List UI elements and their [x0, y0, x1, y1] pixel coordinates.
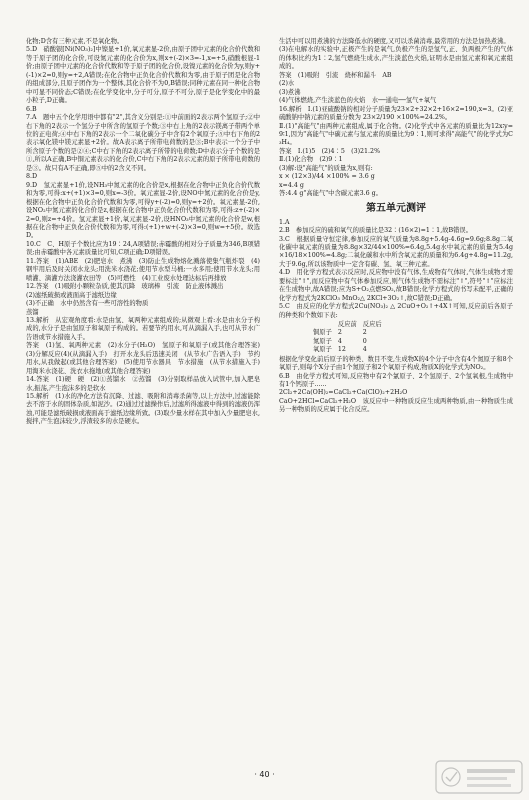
table-row [313, 346, 388, 354]
paragraph: (4)气体燃烧,产生淡蓝色的火焰 水──通电──氢气+氧气 [279, 97, 437, 105]
paragraph: 9.D 氢元素显+1价,设NH₃中氮元素的化合价是x,根据在化合物中正负化合价代数和为零,可得:x+(+1)×3=0,则x=-3价。氧元素显-2价,设NO中氮元素的化合价是y,根据在化合物中正负化合价代数和为零,可得y+(-2)=0,则y=+2价。氧元素显-2价,设NO₂中氮元素的化合价是z,根据在化合物中正负化合价代数和为零,可得:z+(-2)×2=0,则z=+4价。氢元素显+1价,氧元素显-2价,设HNO₃中氮元素的化合价是w,根据在化合物中正负化合价代数和为零,可得:(+1)+w+(-2)×3=0,则w=+5价。故选D。 [26, 181, 260, 240]
paragraph: 16.解析 Ⅰ.(1)亚硫酸钠的相对分子质量为23×2+32×2+16×2=190,x=3。(2)亚硫酸钠中钠元素的质量分数为 23×2/190 ×100%≈24.2%。 [279, 105, 513, 122]
paragraph: 2Cl₂+2Ca(OH)₂=CaCl₂+Ca(ClO)₂+2H₂O [279, 389, 408, 397]
paragraph: 生活中可以用煮沸的方法降低水的硬度,又可以杀菌消毒,最常用的方法是加热煮沸。 [279, 38, 510, 45]
paragraph: 1.A [279, 218, 290, 226]
paragraph: 2.B 参加反应的硫和氧气的质量比是32∶(16×2)=1∶1,故B错误。 [279, 227, 473, 235]
paragraph: (3)煮沸 [279, 88, 301, 96]
table-cell: 铜原子 [313, 329, 332, 337]
right-column [279, 38, 513, 415]
paragraph: 答案 Ⅰ.(1)5 (2)4∶5 (3)21.2% [279, 147, 381, 155]
paragraph: 答案 (1)吸附 引流 烧杯和漏斗 AB [279, 71, 392, 79]
table-cell: 反应前 [337, 321, 357, 329]
paragraph: CaO+2HCl=CaCl₂+H₂O 该反应中一种物质反应生成两种物质,由一种物质生成另一种物质的反应属于化合反应。 [279, 397, 513, 414]
paragraph: 4.D 用化学方程式表示反应时,反应物中没有气体,生成物有气体时,气体生成物才需要标注"↑",而反应物中有气体参加反应,则气体生成物不需标注"↑",符号"↑"应标注在生成物中,故A错误;应为S+O₂点燃SO₂,故B错误;化学方程式的书写未配平,正确的化学方程式为2KClO₃ MnO₂△ 2KCl+3O₂↑,故C错误;D正确。 [279, 269, 513, 302]
paragraph: (3)在电解水的实验中,正极产生的是氧气,负极产生的是氢气,正、负两极产生的气体的体积比约为1∶2,氢气燃烧生成水,产生淡蓝色火焰,证明水是由氢元素和氧元素组成的。 [279, 46, 513, 71]
paragraph: Ⅱ.(1)"高能气"由两种元素组成,属于化合物。(2)化学式中各元素的质量比为12x∶y=9∶1,因为"高能气"中碳元素与氢元素的质量比为9∶1,则可求得"高能气"的化学式为C₃H₄。 [279, 122, 513, 147]
table-cell: 2 [362, 329, 367, 337]
table-cell: 0 [362, 337, 367, 345]
table-row [313, 338, 388, 346]
paragraph: 6.B 由化学方程式可知,反应物中有2个氯原子、2个氢原子、2个氢氧根,生成物中有1个钙原子...... [279, 372, 513, 389]
page-number: · 40 · [254, 770, 275, 779]
paragraph: x=4.4 g [279, 181, 304, 189]
table-cell: 12 [337, 346, 346, 354]
paragraph: (3)不正确 水中仍然含有一些可溶性的物质 [26, 300, 149, 308]
paragraph: 根据化学变化前后原子的种类、数目不变,生成物X的4个分子中含有4个氮原子和8个氧原子,则每个X分子由1个氮原子和2个氧原子构成,物质X的化学式为NO₂。 [279, 355, 513, 372]
paragraph: 答案 (1)氢、氧两种元素 (2)水分子(H₂O) 氢原子和氧原子(或其他合理答案) (3)分解反应(4)(从滴漏入手) 打开水龙头后迅速关闭 (从节水广告语入手) 节约用水,从我做起(或其他合理答案) (5)使用节水器具 节水措施 (从节水措施入手) 用淘米水浇花、洗衣水拖地(或其他合理答案) [26, 342, 267, 375]
atom-count-table [313, 321, 513, 355]
paragraph: (2)水 [279, 80, 295, 88]
table-row [313, 329, 388, 337]
paragraph: 答:4.4 g"高能气"中含碳元素3.6 g。 [279, 190, 382, 198]
paragraph: 5.C 由反应的化学方程式2Cu(NO₃)₂ △ 2CuO+O₂↑+4X↑可知,反应前后各原子的种类和个数如下表: [279, 303, 513, 319]
table-cell: 氮原子 [313, 337, 332, 345]
paragraph: 10.C C、H原子个数比应为19∶24,A项错误;赤霉酸的相对分子质量为346,B项错误;由赤霉酸中各元素质量比可知,C项正确;D项错误。 [26, 240, 260, 257]
paragraph: 蒸馏 [26, 308, 39, 316]
table-cell: 4 [362, 346, 367, 354]
paragraph: 8.D [26, 173, 38, 181]
paragraph: 14.答案 (1)硬 硬 (2)①蒸馏水 ②蒸馏 (3)分别取样品放入试管中,加入肥皂水,振荡,产生泡沫多的是软水 [26, 376, 260, 392]
section-title: 第五单元测评 [366, 202, 426, 214]
paragraph: x × (12×3)/44 ×100% = 3.6 g [279, 173, 375, 181]
paragraph: 13.解析 从宏观角度看:水是由氢、氧两种元素组成的;从微观上看:水是由水分子构成的,水分子是由氢原子和氧原子构成的。若要节约用水,可从滴漏入手,也可从节水广告语或节水措施入手。 [26, 316, 260, 341]
paragraph: 6.B [26, 105, 37, 113]
paragraph: 11.答案 (1)ABE (2)肥皂水 煮沸 (3)防止生成物熔化溅落使集气瓶炸裂 (4)钢牢用后及时关闭水龙头;用洗米水浇花;使用节水型马桶;一水多用;使用节水龙头;用喷灌、滴灌方法浇灌农田等 (5)可燃性 (4)工业废水处理达标后再排放 [26, 257, 260, 282]
table-cell: 氧原子 [313, 346, 332, 354]
table-cell: 4 [337, 337, 342, 345]
table-cell: 反应后 [362, 321, 382, 329]
table-cell: 2 [337, 329, 342, 337]
paragraph: (2)滤纸破损或液面高于滤纸边缘 [26, 291, 117, 299]
paragraph: (3)解:设"高能气"的质量为x,则有: [279, 164, 373, 172]
paragraph: 化物;D含有三种元素,不是氧化物。 [26, 38, 124, 45]
paragraph: 3.C 根据质量守恒定律,参加反应的氧气质量为8.8g+5.4g-4.6g=9.6g;8.8g二氧化碳中氧元素的质量为8.8g×32/44×100%=6.4g,5.4g水中氧元素的质量为5.4g×16/18×100%=4.8g;二氧化碳和水中所含氧元素的质量和为6.4g+4.8g=11.2g,大于9.6g,所以该物质中一定含有碳、氢、氧三种元素。 [279, 235, 513, 268]
left-column [26, 38, 267, 427]
paragraph: Ⅱ.(1)化合物 (2)9∶1 [279, 156, 343, 164]
watermark-stamp-icon [435, 760, 523, 794]
paragraph: 15.解析 (1)水的净化方法有沉降、过滤、吸附和消毒杀菌等,以上方法中,过滤能除去不溶于水的固体杂质,如泥沙。(2)通过过滤操作后,过滤所得滤液中得到的滤液仍浑浊,可能是滤纸破损或液面高于滤纸边缘所致。(3)取少量水样在其中加入少量肥皂水,搅拌,产生泡沫较少,浮渣较多的水是硬水。 [26, 393, 260, 426]
paragraph: 5.D 硝酸银[Ni(NO₃)₂]中镍显+1价,氧元素显-2价,由原子团中元素的化合价代数和等于原子团的化合价,可设氮元素的化合价为x,则x+(-2)×3=-1,x=+5,硝酸根显-1价;由原子团中元素的化合价代数和等于原子团的化合价,设镍元素的化合价为y,则y+(-1)×2=0,则y=+2,A错误;在化合物中正负化合价代数和为零,由于原子团是化合物的组成部分,且原子团作为一个整体,其化合价不为0,B错误;同种元素在同一种化合物中可显不同价态;C错误;在化学变化中,分子可分,原子不可分,原子是化学变化中的最小粒子,D正确。 [26, 46, 260, 105]
paragraph: 7.A 题中五个化学用语中都有"2",其含义分别是:①中前面的2表示两个氢原子;②中右下角的2表示一个氢分子中所含的氢原子个数;③中右上角的2表示镁离子带两个单位的正电荷;④中右下角的2表示一个二氧化碳分子中含有2个氧原子;⑤中右下角的2表示氧化镁中镁元素显+2价。故A表示离子所带电荷数的是③;B中表示一个分子中所含原子个数的是②④;C中右下角的2表示离子所带的电荷数;D中表示分子个数的是①,所以A正确,B中铜元素表示的化合价,C中右下角的2表示元素的原子所带电荷数的是③。故只有A不正确,即⑤中的2含义不同。 [26, 114, 260, 172]
paragraph: 12.答案 (1)吸附小颗粒杂质,使其沉降 玻璃棒 引流 防止液体溅出 [26, 283, 224, 291]
